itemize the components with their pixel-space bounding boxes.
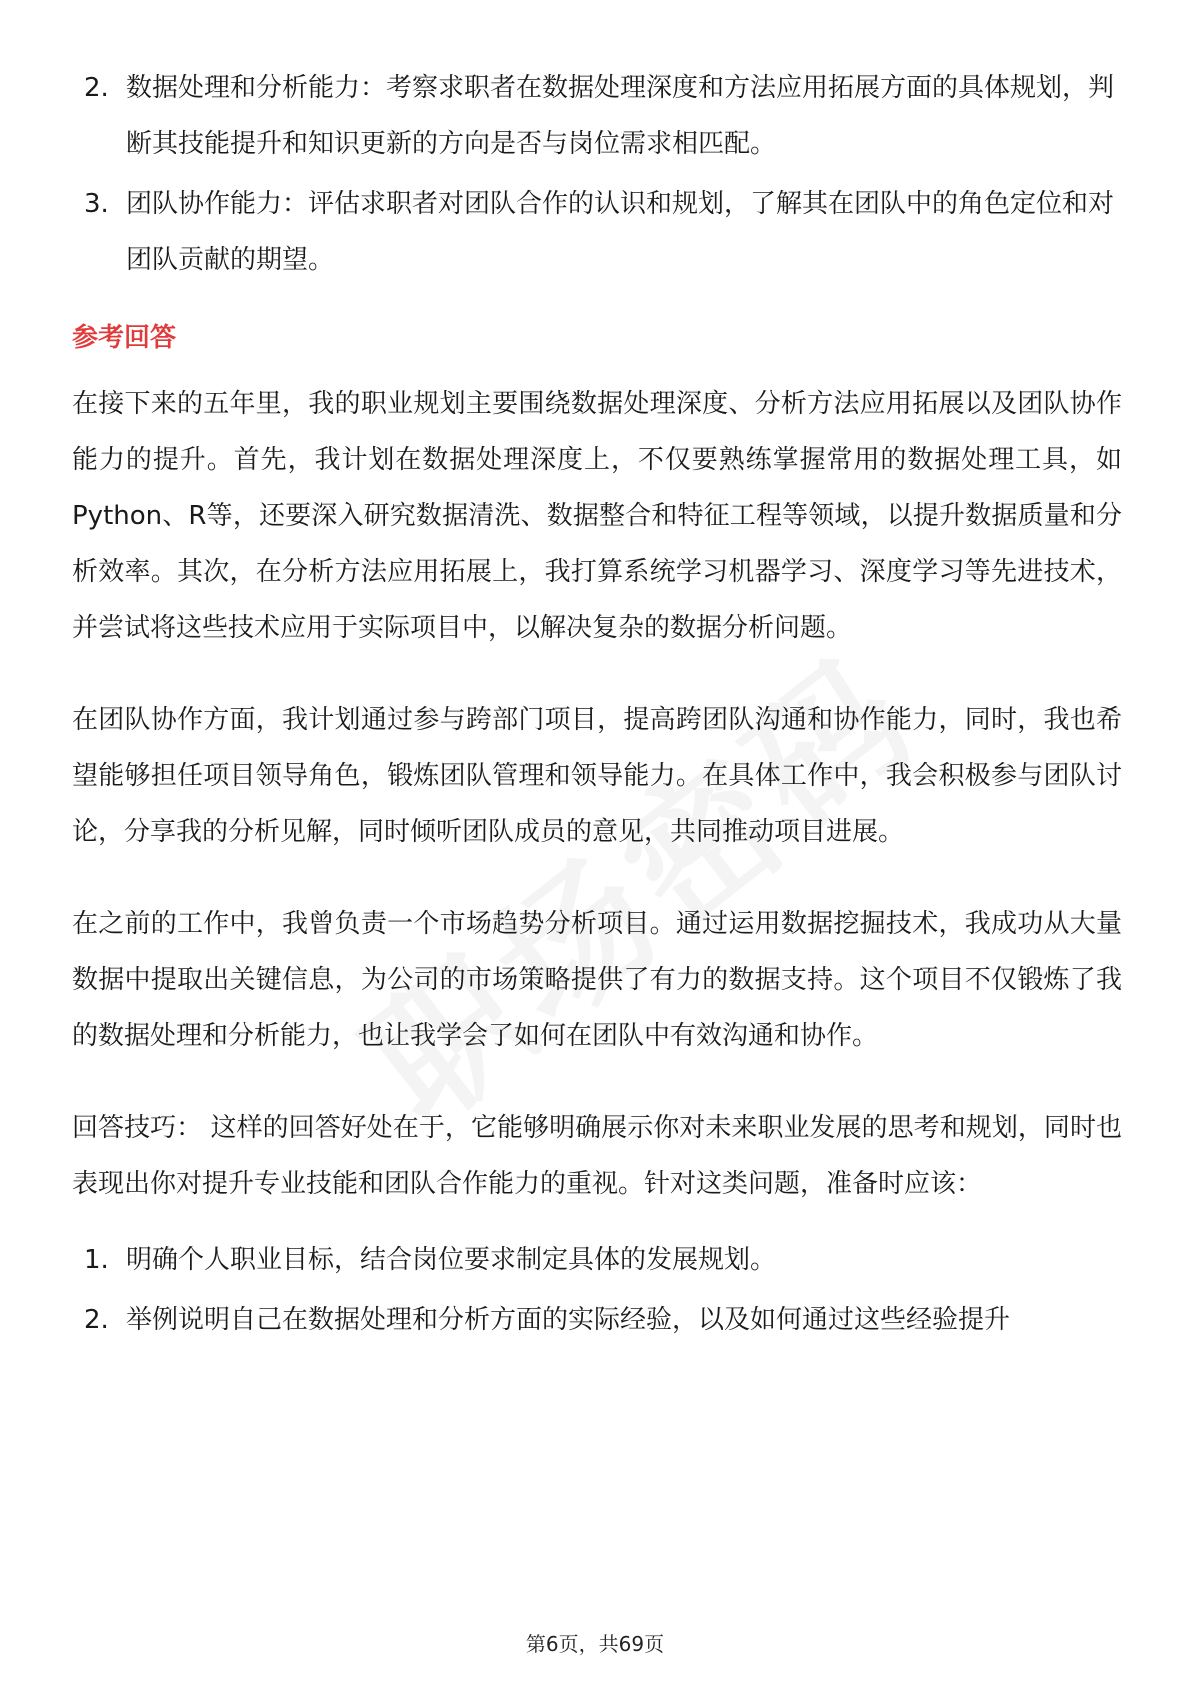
list-text: 团队协作能力：评估求职者对团队合作的认识和规划，了解其在团队中的角色定位和对团队贡献的期望。 <box>126 189 1115 275</box>
list-number: 1. <box>84 1245 109 1275</box>
list-text: 举例说明自己在数据处理和分析方面的实际经验，以及如何通过这些经验提升 <box>126 1305 1011 1335</box>
list-number: 2. <box>84 1305 109 1335</box>
section-title: 参考回答 <box>72 323 177 353</box>
list-text: 数据处理和分析能力：考察求职者在数据处理深度和方法应用拓展方面的具体规划，判断其技能提升和知识更新的方向是否与岗位需求相匹配。 <box>126 73 1115 159</box>
list-number: 2. <box>84 73 109 103</box>
list-number: 3. <box>84 189 109 219</box>
list-item <box>72 1232 1122 1288</box>
evaluation-list <box>72 60 1122 288</box>
list-item <box>72 60 1122 172</box>
list-item <box>72 176 1122 288</box>
list-item <box>72 1292 1122 1348</box>
page-number: 第6页，共69页 <box>525 1632 665 1656</box>
page-content <box>72 60 1122 1352</box>
paragraph: 回答技巧： 这样的回答好处在于，它能够明确展示你对未来职业发展的思考和规划，同时也表现出你对提升专业技能和团队合作能力的重视。针对这类问题，准备时应该： <box>72 1113 1122 1199</box>
paragraph: 在接下来的五年里，我的职业规划主要围绕数据处理深度、分析方法应用拓展以及团队协作能力的提升。首先，我计划在数据处理深度上，不仅要熟练掌握常用的数据处理工具，如Python、R等，还要深入研究数据清洗、数据整合和特征工程等领域，以提升数据质量和分析效率。其次，在分析方法应用拓展上，我打算系统学习机器学习、深度学习等先进技术，并尝试将这些技术应用于实际项目中，以解决复杂的数据分析问题。 <box>72 389 1122 643</box>
tips-list <box>72 1232 1122 1348</box>
list-text: 明确个人职业目标，结合岗位要求制定具体的发展规划。 <box>126 1245 777 1275</box>
paragraph: 在之前的工作中，我曾负责一个市场趋势分析项目。通过运用数据挖掘技术，我成功从大量数据中提取出关键信息，为公司的市场策略提供了有力的数据支持。这个项目不仅锻炼了我的数据处理和分析能力，也让我学会了如何在团队中有效沟通和协作。 <box>72 909 1122 1051</box>
paragraph: 在团队协作方面，我计划通过参与跨部门项目，提高跨团队沟通和协作能力，同时，我也希望能够担任项目领导角色，锻炼团队管理和领导能力。在具体工作中，我会积极参与团队讨论，分享我的分析见解，同时倾听团队成员的意见，共同推动项目进展。 <box>72 705 1122 847</box>
